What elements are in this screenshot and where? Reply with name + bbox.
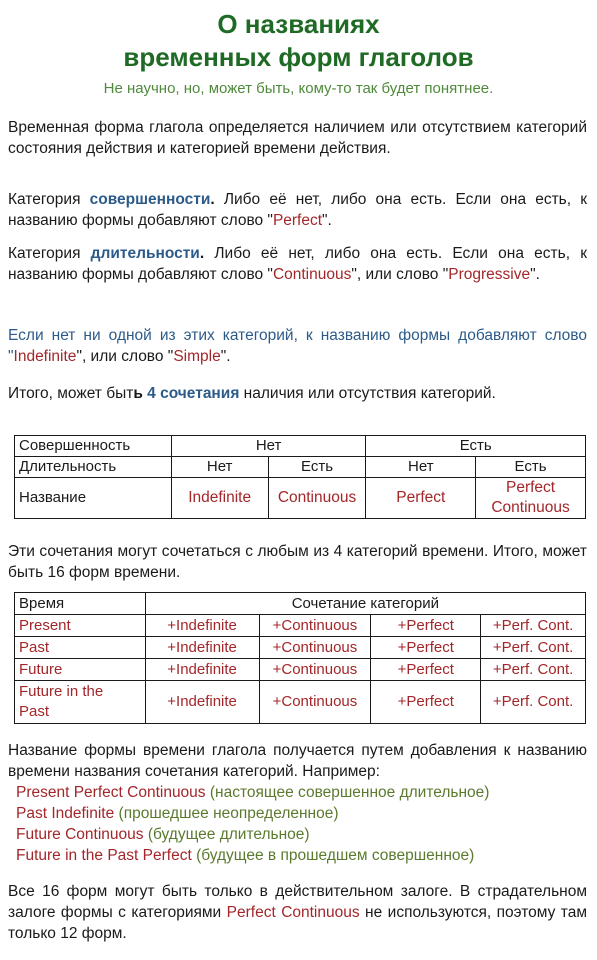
table-row — [15, 615, 586, 637]
continuous-end: ". — [530, 266, 540, 283]
total-bold-letter: ь — [133, 385, 143, 402]
perfect-continuous-word: Perfect Continuous — [226, 904, 360, 921]
continuous-category-term: длительности — [90, 245, 200, 262]
list-item — [16, 824, 489, 845]
list-item — [16, 845, 489, 866]
combinations-count: 4 сочетания — [142, 385, 240, 402]
table-row — [15, 681, 586, 724]
row-label-perfectness: Совершенность — [15, 436, 172, 457]
indefinite-word: Indefinite — [13, 348, 77, 365]
row-label-duration: Длительность — [15, 457, 172, 478]
continuous-mid: ", или слово " — [351, 266, 449, 283]
simple-word: Simple — [173, 348, 221, 365]
list-item — [16, 782, 489, 803]
page-title — [0, 8, 597, 74]
total-text: наличия или отсутствия категорий. — [239, 385, 496, 402]
example-tense: Present Perfect Continuous — [16, 784, 206, 801]
examples-list — [16, 782, 489, 866]
none-mid: ", или слово " — [76, 348, 174, 365]
table-cell: Есть — [268, 457, 366, 478]
table-cell: +Perfect — [371, 681, 481, 724]
row-label-name: Название — [15, 478, 172, 519]
example-translation: (будущее в прошедшем совершенное) — [191, 847, 475, 864]
total-paragraph — [8, 383, 587, 404]
no-category-paragraph — [8, 325, 587, 367]
title-line-1: О названиях — [217, 9, 380, 39]
final-text-2: не используются, поэтому там только 12 форм. — [8, 904, 588, 942]
subtitle: Не научно, но, может быть, кому-то так будет понятнее. — [103, 80, 494, 97]
perfect-no-header: Нет — [171, 436, 366, 457]
example-translation: (прошедшее неопределенное) — [114, 805, 339, 822]
table-cell: +Indefinite — [145, 615, 259, 637]
perfect-lead: Категория — [8, 191, 90, 208]
perfect-dot: . — [210, 191, 215, 208]
continuous-lead: Категория — [8, 245, 91, 262]
tense-header: Время — [15, 593, 146, 615]
table-cell: +Indefinite — [145, 659, 259, 681]
tenses-table — [14, 592, 586, 724]
continuous-word: Continuous — [272, 266, 352, 283]
example-tense: Future Continuous — [16, 826, 144, 843]
combinations-paragraph: Эти сочетания могут сочетаться с любым из 4 категорий времени. Итого, может быть 16 форм времени. — [8, 543, 587, 581]
table-cell: Есть — [476, 457, 586, 478]
perfect-end: ". — [322, 212, 332, 229]
table-row — [15, 637, 586, 659]
none-end: ". — [220, 348, 231, 365]
table-cell: +Indefinite — [145, 681, 259, 724]
continuous-paragraph — [8, 243, 587, 285]
table-cell: +Perfect — [371, 659, 481, 681]
example-tense: Future in the Past Perfect — [16, 847, 192, 864]
table-cell: +Continuous — [259, 659, 371, 681]
table-cell: +Perf. Cont. — [481, 659, 586, 681]
table-cell: Нет — [171, 457, 268, 478]
tense-line-1: Future in the — [19, 683, 104, 700]
table-row — [15, 593, 586, 615]
progressive-word: Progressive — [448, 266, 531, 283]
table-cell — [476, 478, 586, 519]
none-text: Если нет ни одной из этих категорий, к названию формы добавляют слово " — [8, 327, 587, 365]
perfect-text: Либо её нет, либо она есть. Если она есть, к названию формы добавляют слово " — [8, 191, 587, 229]
final-text-1: Все 16 форм могут быть только в действительном залоге. В страдательном залоге формы с категориями — [8, 883, 587, 921]
example-tense: Past Indefinite — [16, 805, 115, 822]
table-cell: Indefinite — [171, 478, 268, 519]
perfect-category-term: совершенности — [89, 191, 211, 208]
list-item — [16, 803, 489, 824]
table-row — [15, 659, 586, 681]
perfect-continuous-line-1: Perfect — [506, 479, 556, 496]
table-cell: Нет — [366, 457, 476, 478]
title-line-2: временных форм глаголов — [123, 42, 474, 72]
table-cell: +Perf. Cont. — [481, 637, 586, 659]
perfect-paragraph — [8, 189, 587, 231]
tense-cell: Present — [15, 615, 146, 637]
perfect-continuous-line-2: Continuous — [491, 499, 570, 516]
table-cell: Perfect — [366, 478, 476, 519]
perfect-yes-header: Есть — [366, 436, 586, 457]
total-lead: Итого, может быт — [8, 385, 134, 402]
final-paragraph — [8, 881, 587, 944]
perfect-word: Perfect — [272, 212, 323, 229]
continuous-dot: . — [199, 245, 205, 262]
continuous-text: Либо её нет, либо она есть. Если она есть, к названию формы добавляют слово " — [8, 245, 587, 283]
combos-header: Сочетание категорий — [145, 593, 585, 615]
table-cell: +Perf. Cont. — [481, 681, 586, 724]
naming-paragraph: Название формы времени глагола получается путем добавления к названию времени названия сочетания категорий. Например: — [8, 742, 587, 780]
table-cell: +Perf. Cont. — [481, 615, 586, 637]
tense-cell: Past — [15, 637, 146, 659]
table-cell: +Indefinite — [145, 637, 259, 659]
table-row — [15, 436, 586, 457]
table-cell: +Perfect — [371, 615, 481, 637]
table-row — [15, 478, 586, 519]
tense-line-2: Past — [19, 703, 50, 720]
categories-table — [14, 435, 586, 519]
table-cell: +Continuous — [259, 615, 371, 637]
intro-paragraph: Временная форма глагола определяется наличием или отсутствием категорий состояния действия и категорией времени действия. — [8, 119, 587, 157]
tense-cell: Future — [15, 659, 146, 681]
example-translation: (будущее длительное) — [143, 826, 310, 843]
table-cell: Continuous — [268, 478, 366, 519]
table-row — [15, 457, 586, 478]
tense-cell — [15, 681, 146, 724]
table-cell: +Continuous — [259, 637, 371, 659]
example-translation: (настоящее совершенное длительное) — [205, 784, 490, 801]
table-cell: +Continuous — [259, 681, 371, 724]
table-cell: +Perfect — [371, 637, 481, 659]
